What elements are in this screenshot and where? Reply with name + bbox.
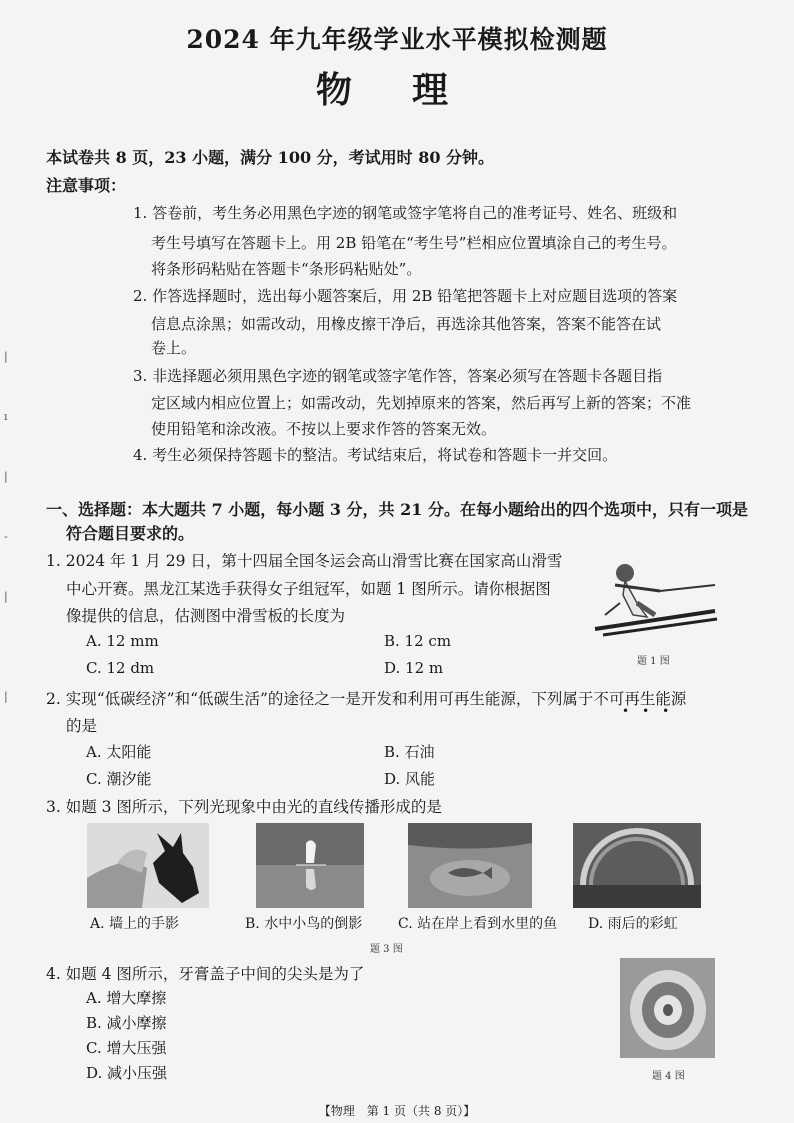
q2-option-b: B. 石油: [384, 743, 435, 761]
notice-line: 2. 作答选择题时，选出每小题答案后，用 2B 铅笔把答题卡上对应题目选项的答案: [133, 287, 678, 305]
bird-reflection-image: [256, 823, 364, 908]
emphasis-dots: •••: [622, 704, 683, 718]
margin-mark: -: [4, 530, 8, 543]
q1-option-d: D. 12 m: [384, 659, 444, 677]
section1-heading: 一、选择题：本大题共 7 小题，每小题 3 分，共 21 分。在每小题给出的四个选项中，只有一项是: [46, 500, 748, 519]
skier-figure: [585, 555, 725, 640]
q1-text: 像提供的信息，估测图中滑雪板的长度为: [66, 607, 346, 625]
q1-figure-caption: 题 1 图: [637, 656, 670, 667]
section1-heading-cont: 符合题目要求的。: [66, 524, 195, 543]
page-footer: 【物理 第 1 页（共 8 页）】: [318, 1104, 476, 1118]
notice-line: 使用铅笔和涂改液。不按以上要求作答的答案无效。: [151, 420, 497, 438]
subject-title: 物理: [315, 69, 508, 111]
notice-line: 卷上。: [151, 339, 197, 357]
q4-option-b: B. 减小摩擦: [86, 1014, 167, 1032]
q4-figure-caption: 题 4 图: [652, 1071, 685, 1082]
margin-mark: |: [4, 590, 8, 603]
notice-line: 3. 非选择题必须用黑色字迹的钢笔或签字笔作答，答案必须写在答题卡各题目指: [133, 367, 663, 385]
q3-image-b-label: B. 水中小鸟的倒影: [245, 916, 363, 932]
q1-text: 中心开赛。黑龙江某选手获得女子组冠军，如题 1 图所示。请你根据图: [66, 580, 551, 598]
q4-option-c: C. 增大压强: [86, 1039, 167, 1057]
exam-intro: 本试卷共 8 页，23 小题，满分 100 分，考试用时 80 分钟。: [46, 148, 495, 167]
q4-option-a: A. 增大摩擦: [86, 989, 167, 1007]
q3-image-a-label: A. 墙上的手影: [90, 916, 180, 932]
margin-mark: ı: [4, 410, 8, 423]
q2-text: 的是: [66, 717, 98, 735]
rainbow-image: [573, 823, 701, 908]
q2-option-d: D. 风能: [384, 770, 436, 788]
q1-option-a: A. 12 mm: [86, 632, 159, 650]
q4-option-d: D. 减小压强: [86, 1064, 168, 1082]
toothpaste-cap-figure: [620, 958, 715, 1058]
notice-line: 信息点涂黑；如需改动，用橡皮擦干净后，再选涂其他答案，答案不能答在试: [151, 315, 662, 333]
hand-shadow-image: [87, 823, 209, 908]
margin-mark: |: [4, 470, 8, 483]
notice-line: 将条形码粘贴在答题卡“条形码粘贴处”。: [151, 260, 422, 278]
notice-heading: 注意事项：: [46, 176, 127, 195]
q1-option-b: B. 12 cm: [384, 632, 452, 650]
q2-option-a: A. 太阳能: [86, 743, 152, 761]
exam-title: 2024 年九年级学业水平模拟检测题: [186, 25, 608, 54]
q4-text: 4. 如题 4 图所示，牙膏盖子中间的尖头是为了: [46, 965, 365, 983]
q1-option-c: C. 12 dm: [86, 659, 155, 677]
notice-line: 考生号填写在答题卡上。用 2B 铅笔在“考生号”栏相应位置填涂自己的考生号。: [151, 234, 677, 252]
q3-text: 3. 如题 3 图所示，下列光现象中由光的直线传播形成的是: [46, 798, 442, 816]
margin-mark: |: [4, 690, 8, 703]
q2-option-c: C. 潮汐能: [86, 770, 152, 788]
notice-line: 1. 答卷前，考生务必用黑色字迹的钢笔或签字笔将自己的准考证号、姓名、班级和: [133, 204, 678, 222]
q3-image-c-label: C. 站在岸上看到水里的鱼: [398, 916, 558, 932]
margin-mark: |: [4, 350, 8, 363]
q3-figure-caption: 题 3 图: [370, 944, 403, 955]
q3-image-d-label: D. 雨后的彩虹: [588, 916, 678, 932]
q2-text: 2. 实现“低碳经济”和“低碳生活”的途径之一是开发和利用可再生能源，下列属于不可再生能源: [46, 690, 687, 708]
notice-line: 4. 考生必须保持答题卡的整洁。考试结束后，将试卷和答题卡一并交回。: [133, 446, 618, 464]
q1-text: 1. 2024 年 1 月 29 日，第十四届全国冬运会高山滑雪比赛在国家高山滑雪: [46, 552, 563, 570]
notice-line: 定区域内相应位置上；如需改动，先划掉原来的答案，然后再写上新的答案；不准: [151, 394, 692, 412]
fish-in-water-image: [408, 823, 532, 908]
